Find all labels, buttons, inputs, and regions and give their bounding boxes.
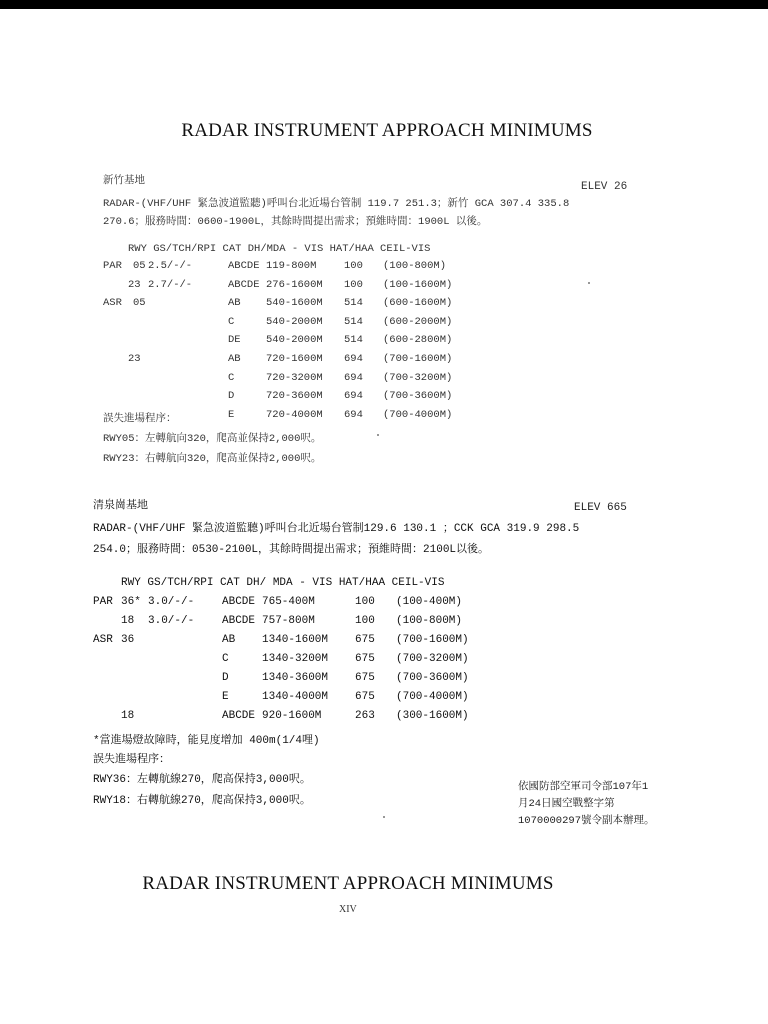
hat-haa-cell: 514 (344, 297, 363, 310)
glideslope-cell: 2.7/-/- (148, 278, 193, 291)
hat-haa-cell: 100 (344, 278, 363, 291)
category-cell: D (228, 390, 235, 403)
glideslope-cell: 2.5/-/- (148, 260, 193, 272)
service-hours: 270.6；服務時間：0600-1900L，其餘時間提出需求；預維時間：1900L 以後。 (103, 216, 488, 228)
missed-approach-title: 誤失進場程序： (93, 754, 170, 766)
approach-type-cell: ASR (93, 634, 113, 646)
category-cell: AB (228, 353, 241, 365)
runway-cell: 18 (121, 710, 135, 722)
hat-haa-cell: 694 (344, 408, 363, 421)
runway-cell: 23 (128, 353, 141, 365)
ceil-vis-cell: (700-1600M) (396, 634, 469, 646)
category-cell: ABCDE (228, 278, 260, 291)
glideslope-cell: 3.0/-/- (148, 596, 195, 608)
category-cell: DE (228, 334, 241, 347)
scan-speck (588, 282, 590, 284)
runway-cell: 05 (133, 297, 146, 310)
ceil-vis-cell: (700-3200M) (383, 371, 453, 384)
category-cell: AB (222, 634, 236, 646)
category-cell: ABCDE (222, 710, 256, 722)
dh-vis-cell: 119-800M (266, 260, 317, 272)
missed-approach-rwy18: RWY18：右轉航線270，爬高保持3,000呎。 (93, 795, 311, 807)
missed-approach-title: 誤失進場程序： (103, 413, 177, 425)
category-cell: ABCDE (222, 615, 256, 627)
ceil-vis-cell: (100-800M) (383, 260, 447, 272)
ceil-vis-cell: (600-2800M) (383, 334, 453, 347)
hat-haa-cell: 675 (355, 691, 375, 703)
hat-haa-cell: 514 (344, 315, 363, 328)
dh-vis-cell: 720-3200M (266, 371, 323, 384)
missed-approach-rwy23: RWY23：右轉航向320，爬高並保持2,000呎。 (103, 453, 322, 465)
radar-frequencies: RADAR-(VHF/UHF 緊急波道監聽)呼叫台北近場台管制 119.7 251.3；新竹 GCA 307.4 335.8 (103, 198, 570, 210)
runway-cell: 36 (121, 634, 135, 646)
ceil-vis-cell: (700-3600M) (383, 390, 453, 403)
ceil-vis-cell: (100-400M) (396, 596, 463, 608)
dh-vis-cell: 720-4000M (266, 408, 323, 421)
dh-vis-cell: 720-3600M (266, 390, 323, 403)
authority-note (518, 779, 688, 830)
minimums-table-header: RWY GS/TCH/RPI CAT DH/MDA - VIS HAT/HAA CEIL-VIS (128, 243, 431, 255)
dh-vis-cell: 540-2000M (266, 315, 323, 328)
dh-vis-cell: 765-400M (262, 596, 315, 608)
scan-top-border (0, 0, 768, 9)
page-title-top: RADAR INSTRUMENT APPROACH MINIMUMS (181, 120, 593, 141)
hat-haa-cell: 675 (355, 653, 375, 665)
hat-haa-cell: 675 (355, 672, 375, 684)
radar-frequencies: RADAR-(VHF/UHF 緊急波道監聽)呼叫台北近場台管制129.6 130.1 ；CCK GCA 319.9 298.5 (93, 523, 580, 535)
category-cell: ABCDE (228, 260, 260, 272)
hat-haa-cell: 100 (344, 260, 363, 272)
ceil-vis-cell: (700-1600M) (383, 353, 453, 365)
dh-vis-cell: 1340-4000M (262, 691, 329, 703)
category-cell: ABCDE (222, 596, 256, 608)
ceil-vis-cell: (100-800M) (396, 615, 463, 627)
approach-type-cell: PAR (103, 260, 122, 272)
category-cell: C (222, 653, 229, 665)
base-name: 新竹基地 (103, 175, 145, 187)
dh-vis-cell: 920-1600M (262, 710, 322, 722)
base-name: 清泉崗基地 (93, 500, 148, 512)
footnote: *當進場燈故障時，能見度增加 400m(1/4哩) (93, 735, 320, 747)
hat-haa-cell: 514 (344, 334, 363, 347)
hat-haa-cell: 694 (344, 371, 363, 384)
category-cell: AB (228, 297, 241, 310)
runway-cell: 05 (133, 260, 146, 272)
ceil-vis-cell: (700-4000M) (396, 691, 469, 703)
hat-haa-cell: 675 (355, 634, 375, 646)
ceil-vis-cell: (300-1600M) (396, 710, 469, 722)
missed-approach-rwy36: RWY36：左轉航線270，爬高保持3,000呎。 (93, 774, 311, 786)
dh-vis-cell: 757-800M (262, 615, 315, 627)
authority-note-line: 依國防部空軍司令部107年1 (518, 781, 649, 793)
hat-haa-cell: 263 (355, 710, 375, 722)
dh-vis-cell: 276-1600M (266, 278, 323, 291)
dh-vis-cell: 1340-3600M (262, 672, 329, 684)
category-cell: E (222, 691, 229, 703)
minimums-table-header: RWY GS/TCH/RPI CAT DH/ MDA - VIS HAT/HAA CEIL-VIS (121, 577, 445, 589)
dh-vis-cell: 1340-1600M (262, 634, 329, 646)
page-number: XIV (339, 904, 357, 915)
missed-approach-rwy05: RWY05：左轉航向320，爬高並保持2,000呎。 (103, 433, 322, 445)
hat-haa-cell: 100 (355, 596, 375, 608)
glideslope-cell: 3.0/-/- (148, 615, 195, 627)
hat-haa-cell: 100 (355, 615, 375, 627)
ceil-vis-cell: (700-3600M) (396, 672, 469, 684)
dh-vis-cell: 720-1600M (266, 353, 323, 365)
service-hours: 254.0；服務時間：0530-2100L，其餘時間提出需求；預維時間：2100L以後。 (93, 544, 490, 556)
runway-cell: 23 (128, 278, 141, 291)
dh-vis-cell: 1340-3200M (262, 653, 329, 665)
authority-note-line: 1070000297號令副本辦理。 (518, 815, 655, 827)
ceil-vis-cell: (700-4000M) (383, 408, 453, 421)
ceil-vis-cell: (600-1600M) (383, 297, 453, 310)
scan-speck (377, 434, 379, 436)
approach-type-cell: PAR (93, 596, 113, 608)
ceil-vis-cell: (600-2000M) (383, 315, 453, 328)
dh-vis-cell: 540-1600M (266, 297, 323, 310)
dh-vis-cell: 540-2000M (266, 334, 323, 347)
runway-cell: 36* (121, 596, 141, 608)
hat-haa-cell: 694 (344, 353, 363, 365)
elevation: ELEV 665 (574, 502, 627, 514)
elevation: ELEV 26 (581, 181, 628, 193)
runway-cell: 18 (121, 615, 135, 627)
ceil-vis-cell: (700-3200M) (396, 653, 469, 665)
authority-note-line: 月24日國空戰整字第 (518, 798, 615, 810)
category-cell: C (228, 315, 235, 328)
category-cell: C (228, 371, 235, 384)
category-cell: E (228, 408, 235, 421)
ceil-vis-cell: (100-1600M) (383, 278, 453, 291)
hat-haa-cell: 694 (344, 390, 363, 403)
approach-type-cell: ASR (103, 297, 122, 310)
scan-speck (383, 816, 385, 818)
page-title-bottom: RADAR INSTRUMENT APPROACH MINIMUMS (142, 873, 554, 894)
category-cell: D (222, 672, 229, 684)
